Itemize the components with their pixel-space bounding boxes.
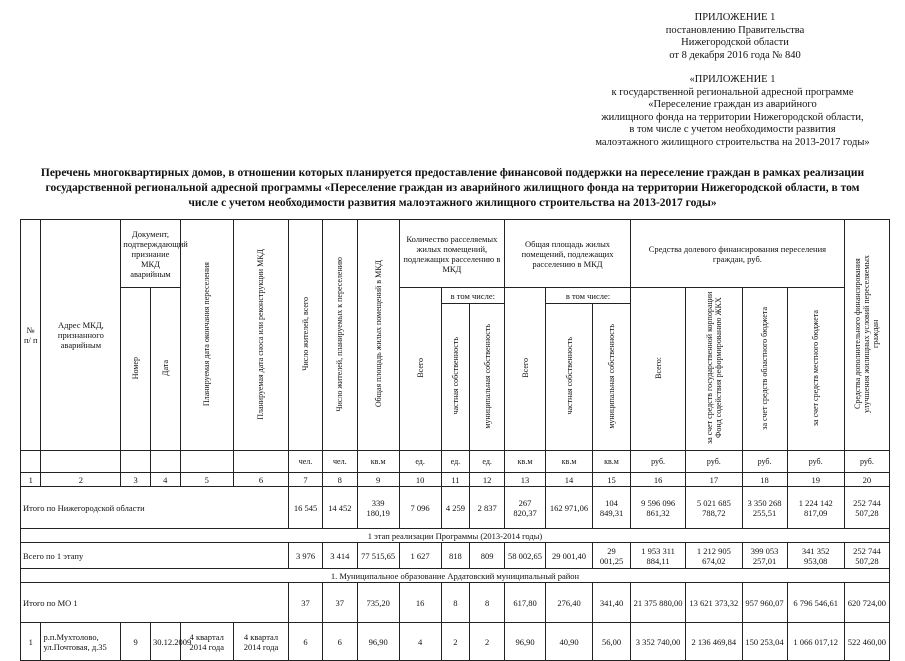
header-address: Адрес МКД, признанного аварийным — [41, 220, 121, 451]
heading-line: Перечень многоквартирных домов, в отношении которых планируется предоставление финансовой поддержки на переселение граждан в рамках реализации — [40, 167, 865, 179]
row-planned-end: 4 квартал 2014 года — [180, 623, 233, 661]
row-doc-date: 30.12.2009 — [150, 623, 180, 661]
header-regional — [742, 288, 787, 451]
col-number: 3 — [121, 473, 151, 487]
value-cell: 13 621 373,32 — [686, 583, 742, 623]
col-number: 8 — [322, 473, 357, 487]
col-number: 16 — [630, 473, 685, 487]
header-planned-end — [180, 220, 233, 451]
units-row — [21, 451, 890, 473]
col-number: 5 — [180, 473, 233, 487]
unit-cell: чел. — [289, 451, 323, 473]
header-doc-date — [150, 288, 180, 451]
col-number: 9 — [357, 473, 399, 487]
value-cell: 252 744 507,28 — [844, 487, 889, 529]
stage-total-label: Всего по 1 этапу — [21, 543, 289, 569]
header-area-incl: в том числе: — [546, 288, 631, 304]
col-number: 15 — [593, 473, 631, 487]
header-total-area — [357, 220, 399, 451]
header-count-total-text: Всего — [415, 358, 425, 378]
stage-title-row — [21, 529, 890, 543]
appendix-1-line: от 8 декабря 2016 года № 840 — [669, 49, 801, 61]
unit-cell: ед. — [441, 451, 470, 473]
unit-cell: чел. — [322, 451, 357, 473]
header-regional-text: за счет средств областного бюджета — [760, 306, 770, 430]
header-residents-total-text: Число жителей, всего — [301, 297, 310, 371]
header-residents-total — [289, 220, 323, 451]
unit-cell: кв.м — [546, 451, 593, 473]
appendix-2-line: «Переселение граждан из аварийного — [648, 99, 817, 110]
appendix-2-title: «ПРИЛОЖЕНИЕ 1 — [689, 74, 776, 85]
header-additional — [844, 220, 889, 451]
value-cell: 5 021 685 788,72 — [686, 487, 742, 529]
value-cell: 1 066 017,12 — [787, 623, 844, 661]
header-doc-number-text: Номер — [131, 356, 141, 380]
value-cell: 37 — [322, 583, 357, 623]
value-cell: 16 545 — [289, 487, 323, 529]
col-number: 12 — [470, 473, 505, 487]
appendix-1-block — [610, 12, 860, 62]
header-row — [21, 288, 890, 304]
header-area-total — [505, 288, 546, 451]
header-funding-total — [630, 288, 685, 451]
unit-cell: руб. — [844, 451, 889, 473]
col-number: 19 — [787, 473, 844, 487]
value-cell: 6 — [322, 623, 357, 661]
value-cell: 21 375 880,00 — [630, 583, 685, 623]
value-cell: 818 — [441, 543, 470, 569]
mo-total-row — [21, 583, 890, 623]
header-area-total-text: Всего — [520, 358, 530, 378]
header-area-private-text: частная собственность — [564, 337, 574, 415]
houses-table — [20, 219, 890, 661]
header-funding-group: Средства долевого финансирования переселения граждан, руб. — [630, 220, 844, 288]
col-number: 18 — [742, 473, 787, 487]
col-number: 13 — [505, 473, 546, 487]
value-cell: 2 — [470, 623, 505, 661]
value-cell: 267 820,37 — [505, 487, 546, 529]
header-planned-demolition — [233, 220, 288, 451]
value-cell: 735,20 — [357, 583, 399, 623]
column-numbers-row — [21, 473, 890, 487]
header-doc-date-text: Дата — [160, 360, 170, 376]
value-cell: 339 180,19 — [357, 487, 399, 529]
header-doc-number — [121, 288, 151, 451]
header-local — [787, 288, 844, 451]
header-area-municipal — [593, 304, 631, 451]
value-cell: 37 — [289, 583, 323, 623]
row-planned-demolition: 4 квартал 2014 года — [233, 623, 288, 661]
value-cell: 2 136 469,84 — [686, 623, 742, 661]
value-cell: 162 971,06 — [546, 487, 593, 529]
header-area-municipal-text: муниципальная собственность — [607, 323, 617, 429]
col-number: 14 — [546, 473, 593, 487]
stage-total-row — [21, 543, 890, 569]
stage-title: 1 этап реализации Программы (2013-2014 годы) — [21, 529, 890, 543]
header-count-municipal-text: муниципальная собственность — [482, 323, 492, 429]
value-cell: 9 596 096 861,32 — [630, 487, 685, 529]
value-cell: 809 — [470, 543, 505, 569]
value-cell: 77 515,65 — [357, 543, 399, 569]
value-cell: 16 — [399, 583, 441, 623]
row-doc-number: 9 — [121, 623, 151, 661]
col-number: 1 — [21, 473, 41, 487]
document-heading — [0, 166, 905, 211]
header-area-group: Общая площадь жилых помещений, подлежащих расселению в МКД — [505, 220, 631, 288]
value-cell: 252 744 507,28 — [844, 543, 889, 569]
value-cell: 341 352 953,08 — [787, 543, 844, 569]
unit-cell: ед. — [399, 451, 441, 473]
total-region-label: Итого по Нижегородской области — [21, 487, 289, 529]
col-number: 17 — [686, 473, 742, 487]
header-residents-planned — [322, 220, 357, 451]
header-local-text: за счет средств местного бюджета — [811, 309, 821, 427]
header-total-area-text: Общая площадь жилых помещений в МКД — [373, 260, 383, 408]
value-cell: 14 452 — [322, 487, 357, 529]
mo-title: 1. Муниципальное образование Ардатовский муниципальный район — [21, 569, 890, 583]
header-row — [21, 220, 890, 288]
value-cell: 957 960,07 — [742, 583, 787, 623]
unit-cell: кв.м — [357, 451, 399, 473]
value-cell: 3 352 740,00 — [630, 623, 685, 661]
value-cell: 4 259 — [441, 487, 470, 529]
table-row — [21, 623, 890, 661]
appendix-1-line: постановлению Правительства — [665, 24, 805, 36]
col-number: 2 — [41, 473, 121, 487]
col-number: 20 — [844, 473, 889, 487]
value-cell: 341,40 — [593, 583, 631, 623]
value-cell: 1 224 142 817,09 — [787, 487, 844, 529]
header-additional-text: Средства дополнительного финансирования улучшения жилищных условий переселяемых граждан — [853, 255, 881, 413]
value-cell: 3 976 — [289, 543, 323, 569]
appendix-2-line: к государственной региональной адресной программе — [611, 86, 854, 98]
col-number: 10 — [399, 473, 441, 487]
unit-cell: кв.м — [505, 451, 546, 473]
value-cell: 2 837 — [470, 487, 505, 529]
value-cell: 2 — [441, 623, 470, 661]
value-cell: 40,90 — [546, 623, 593, 661]
header-fund — [686, 288, 742, 451]
header-count-incl: в том числе: — [441, 288, 504, 304]
header-residents-planned-text: Число жителей, планируемых к переселению — [335, 256, 345, 412]
unit-cell: кв.м — [593, 451, 631, 473]
value-cell: 8 — [470, 583, 505, 623]
header-count-group: Количество расселяемых жилых помещений, подлежащих расселению в МКД — [399, 220, 504, 288]
unit-cell: руб. — [742, 451, 787, 473]
value-cell: 620 724,00 — [844, 583, 889, 623]
value-cell: 6 — [289, 623, 323, 661]
value-cell: 29 001,25 — [593, 543, 631, 569]
col-number: 6 — [233, 473, 288, 487]
header-funding-total-text: Всего: — [653, 357, 663, 379]
value-cell: 522 460,00 — [844, 623, 889, 661]
row-address: р.п.Мухтолово, ул.Почтовая, д.35 — [41, 623, 121, 661]
unit-cell: ед. — [470, 451, 505, 473]
value-cell: 96,90 — [505, 623, 546, 661]
value-cell: 276,40 — [546, 583, 593, 623]
header-planned-demolition-text: Планируемая дата сноса или реконструкции МКД — [256, 248, 266, 420]
appendix-2-line: малоэтажного жилищного строительства на 2013-2017 годы» — [595, 136, 870, 148]
col-number: 4 — [150, 473, 180, 487]
value-cell: 3 350 268 255,51 — [742, 487, 787, 529]
appendix-2-line: в том числе с учетом необходимости развития — [629, 124, 836, 135]
value-cell: 150 253,04 — [742, 623, 787, 661]
value-cell: 4 — [399, 623, 441, 661]
unit-cell: руб. — [686, 451, 742, 473]
total-region-row — [21, 487, 890, 529]
header-count-private-text: частная собственность — [450, 337, 460, 415]
value-cell: 8 — [441, 583, 470, 623]
mo-total-label: Итого по МО 1 — [21, 583, 289, 623]
heading-line: числе с учетом необходимости развития малоэтажного жилищного строительства на 2013-2017 годы» — [188, 197, 717, 209]
value-cell: 3 414 — [322, 543, 357, 569]
appendix-1-title: ПРИЛОЖЕНИЕ 1 — [694, 12, 776, 23]
value-cell: 7 096 — [399, 487, 441, 529]
value-cell: 399 053 257,01 — [742, 543, 787, 569]
value-cell: 6 796 546,61 — [787, 583, 844, 623]
header-document: Документ, подтверждающий признание МКД аварийным — [121, 220, 180, 288]
unit-cell: руб. — [630, 451, 685, 473]
appendix-2-line: жилищного фонда на территории Нижегородской области, — [601, 111, 864, 123]
col-number: 11 — [441, 473, 470, 487]
unit-cell: руб. — [787, 451, 844, 473]
header-num: № п/ п — [21, 220, 41, 451]
header-planned-end-text: Планируемая дата окончания переселения — [202, 261, 212, 407]
value-cell: 1 627 — [399, 543, 441, 569]
value-cell: 56,00 — [593, 623, 631, 661]
value-cell: 1 212 905 674,02 — [686, 543, 742, 569]
row-num: 1 — [21, 623, 41, 661]
appendix-1-line: Нижегородской области — [681, 37, 789, 48]
value-cell: 29 001,40 — [546, 543, 593, 569]
col-number: 7 — [289, 473, 323, 487]
header-count-private — [441, 304, 470, 451]
value-cell: 617,80 — [505, 583, 546, 623]
header-count-total — [399, 288, 441, 451]
header-count-municipal — [470, 304, 505, 451]
header-area-private — [546, 304, 593, 451]
header-fund-text: за счет средств государственной корпорации Фонд содействия реформированию ЖКХ — [704, 291, 723, 445]
value-cell: 104 849,31 — [593, 487, 631, 529]
mo-title-row — [21, 569, 890, 583]
value-cell: 1 953 311 884,11 — [630, 543, 685, 569]
heading-line: государственной региональной адресной программы «Переселение граждан из аварийного жилищного фонда на территории Нижегородской области, в том — [45, 182, 860, 194]
value-cell: 96,90 — [357, 623, 399, 661]
value-cell: 58 002,65 — [505, 543, 546, 569]
appendix-2-block — [560, 74, 905, 149]
